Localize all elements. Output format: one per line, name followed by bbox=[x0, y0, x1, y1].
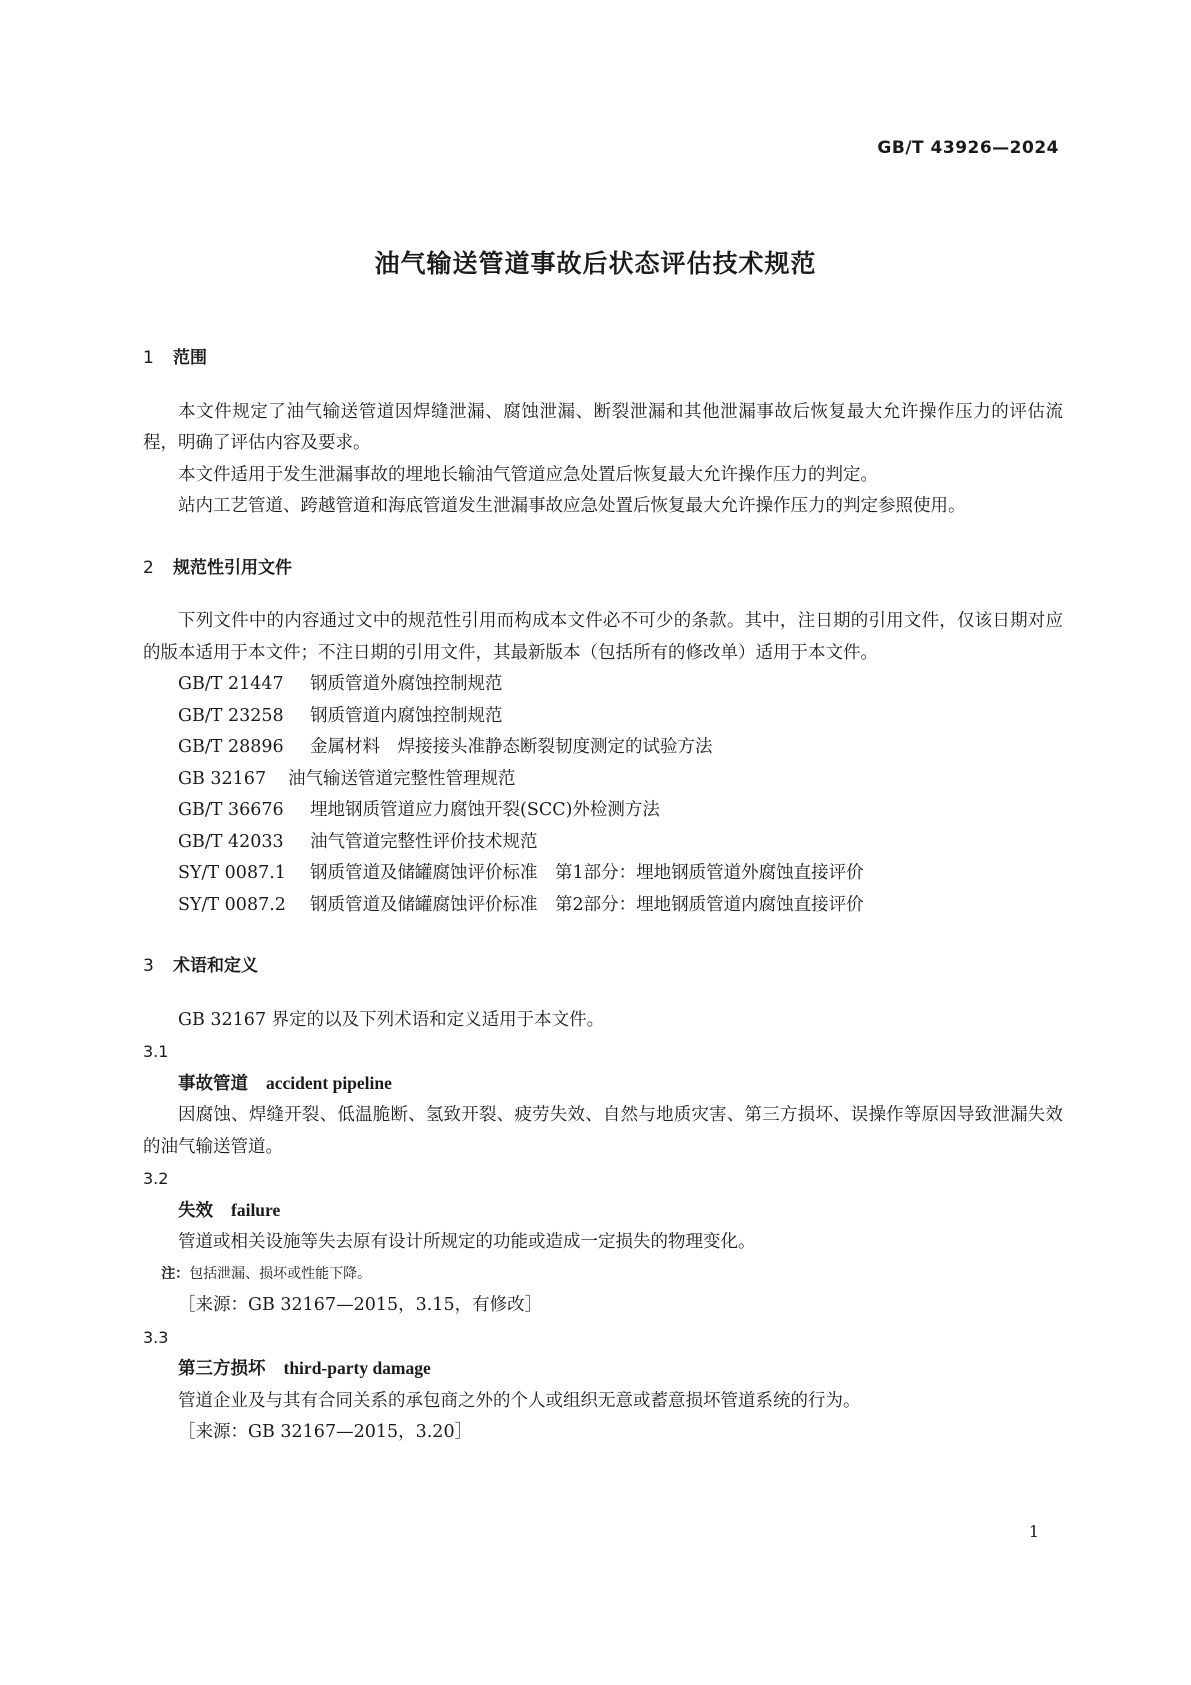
term-number: 3.2 bbox=[143, 1169, 169, 1188]
reference-item bbox=[143, 669, 1063, 701]
term-name-cn: 第三方损坏 bbox=[178, 1359, 266, 1379]
term-entry bbox=[143, 1322, 1063, 1449]
document-title: 油气输送管道事故后状态评估技术规范 bbox=[374, 249, 817, 278]
reference-title: 钢质管道外腐蚀控制规范 bbox=[310, 674, 503, 694]
reference-item bbox=[143, 732, 1063, 764]
reference-title: 油气输送管道完整性管理规范 bbox=[288, 768, 516, 789]
section-3-heading bbox=[143, 951, 1063, 983]
section-title: 范围 bbox=[173, 348, 207, 368]
term-name-en: third-party damage bbox=[283, 1358, 431, 1378]
term-number: 3.1 bbox=[143, 1042, 169, 1061]
term-source: ［来源：GB 32167—2015，3.15，有修改］ bbox=[178, 1295, 543, 1315]
reference-title: 钢质管道及储罐腐蚀评价标准 第1部分：埋地钢质管道外腐蚀直接评价 bbox=[310, 863, 864, 883]
standard-code: GB/T 43926—2024 bbox=[877, 138, 1059, 158]
reference-item bbox=[143, 827, 1063, 859]
section-1-heading bbox=[143, 343, 1063, 375]
reference-code: GB/T 21447 bbox=[178, 674, 284, 694]
reference-item bbox=[143, 795, 1063, 827]
term-note bbox=[143, 1259, 1063, 1291]
reference-code: GB/T 28896 bbox=[178, 737, 284, 757]
reference-code: GB/T 23258 bbox=[178, 705, 284, 726]
reference-title: 钢质管道内腐蚀控制规范 bbox=[310, 705, 503, 726]
reference-title: 油气管道完整性评价技术规范 bbox=[310, 831, 538, 852]
page-number: 1 bbox=[1028, 1522, 1039, 1541]
reference-title: 埋地钢质管道应力腐蚀开裂(SCC)外检测方法 bbox=[310, 800, 660, 820]
term-name-en: failure bbox=[231, 1199, 281, 1220]
section-title: 术语和定义 bbox=[173, 956, 258, 976]
terms-intro: GB 32167 界定的以及下列术语和定义适用于本文件。 bbox=[178, 1009, 605, 1030]
term-definition: 因腐蚀、焊缝开裂、低温脆断、氢致开裂、疲劳失效、自然与地质灾害、第三方损坏、误操作等原因导致泄漏失效的油气输送管道。 bbox=[143, 1105, 1063, 1157]
section-2-heading bbox=[143, 553, 1063, 585]
term-number: 3.3 bbox=[143, 1327, 169, 1347]
section-title: 规范性引用文件 bbox=[173, 557, 292, 578]
reference-item bbox=[143, 858, 1063, 890]
term-entry bbox=[143, 1036, 1063, 1163]
reference-list bbox=[143, 669, 1063, 921]
reference-code: SY/T 0087.2 bbox=[178, 894, 286, 915]
scope-paragraph: 本文件规定了油气输送管道因焊缝泄漏、腐蚀泄漏、断裂泄漏和其他泄漏事故后恢复最大允许操作压力的评估流程，明确了评估内容及要求。 bbox=[143, 401, 1063, 453]
document-body bbox=[143, 343, 1063, 1449]
note-label: 注： bbox=[161, 1265, 190, 1282]
reference-item bbox=[143, 890, 1063, 922]
section-number: 3 bbox=[143, 956, 154, 976]
term-name-en: accident pipeline bbox=[266, 1072, 392, 1093]
term-definition: 管道企业及与其有合同关系的承包商之外的个人或组织无意或蓄意损坏管道系统的行为。 bbox=[178, 1390, 861, 1411]
term-definition: 管道或相关设施等失去原有设计所规定的功能或造成一定损失的物理变化。 bbox=[178, 1232, 756, 1252]
reference-code: GB 32167 bbox=[178, 768, 267, 789]
reference-item bbox=[143, 764, 1063, 796]
term-name bbox=[143, 1068, 1063, 1101]
term-source: ［来源：GB 32167—2015，3.20］ bbox=[178, 1422, 473, 1442]
note-text: 包括泄漏、损坏或性能下降。 bbox=[189, 1265, 372, 1282]
reference-title: 金属材料 焊接接头准静态断裂韧度测定的试验方法 bbox=[310, 737, 713, 757]
references-intro: 下列文件中的内容通过文中的规范性引用而构成本文件必不可少的条款。其中，注日期的引用文件，仅该日期对应的版本适用于本文件；不注日期的引用文件，其最新版本（包括所有的修改单）适用于本文件。 bbox=[143, 611, 1063, 663]
reference-title: 钢质管道及储罐腐蚀评价标准 第2部分：埋地钢质管道内腐蚀直接评价 bbox=[310, 894, 864, 915]
term-entry bbox=[143, 1163, 1063, 1322]
reference-code: GB/T 42033 bbox=[178, 831, 284, 852]
section-number: 2 bbox=[143, 557, 154, 578]
scope-paragraph: 本文件适用于发生泄漏事故的埋地长输油气管道应急处置后恢复最大允许操作压力的判定。 bbox=[178, 464, 878, 485]
reference-item bbox=[143, 701, 1063, 733]
scope-paragraph: 站内工艺管道、跨越管道和海底管道发生泄漏事故应急处置后恢复最大允许操作压力的判定参照使用。 bbox=[178, 496, 966, 516]
term-name bbox=[143, 1353, 1063, 1386]
reference-code: GB/T 36676 bbox=[178, 800, 284, 820]
term-name-cn: 事故管道 bbox=[178, 1073, 248, 1094]
section-number: 1 bbox=[143, 348, 154, 368]
term-name bbox=[143, 1195, 1063, 1228]
term-name-cn: 失效 bbox=[178, 1200, 213, 1221]
reference-code: SY/T 0087.1 bbox=[178, 863, 286, 883]
